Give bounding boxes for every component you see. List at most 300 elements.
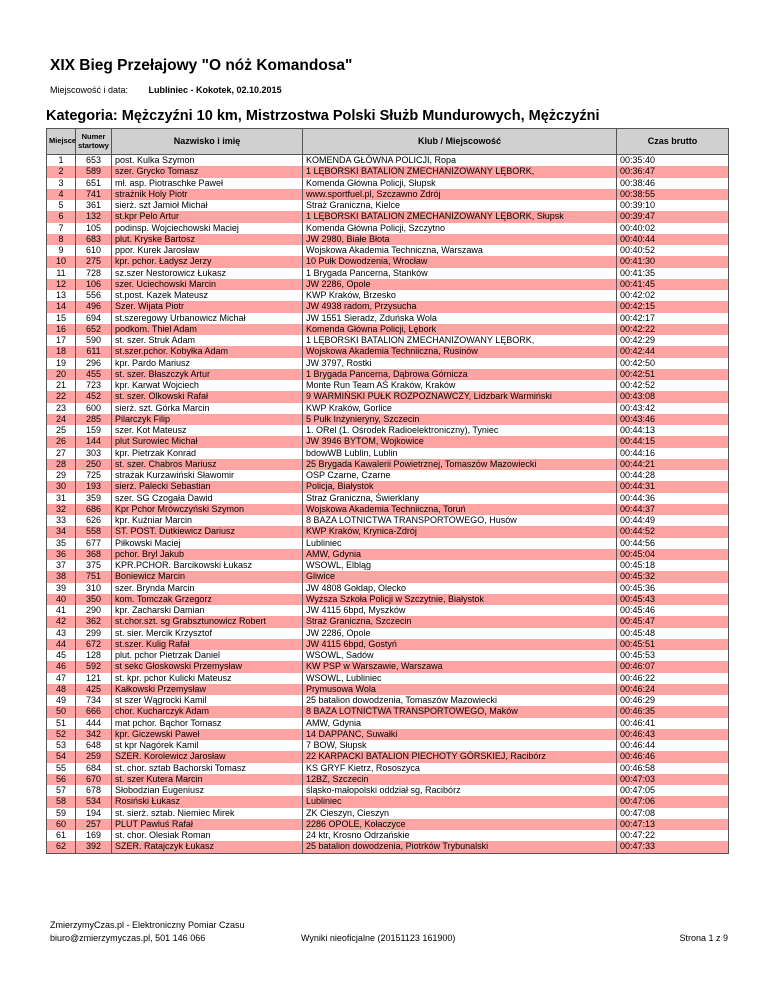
cell-club: bdowWB Lublin, Lublin xyxy=(303,448,617,459)
cell-time: 00:35:40 xyxy=(617,155,729,167)
cell-place: 47 xyxy=(47,673,76,684)
cell-place: 21 xyxy=(47,380,76,391)
cell-time: 00:46:29 xyxy=(617,695,729,706)
cell-place: 29 xyxy=(47,470,76,481)
cell-name: kpr. pchor. Ładysz Jerzy xyxy=(112,256,303,267)
cell-name: Kpr Pchor Mrówczyński Szymon xyxy=(112,504,303,515)
cell-name: Pilarczyk Filip xyxy=(112,414,303,425)
cell-place: 7 xyxy=(47,223,76,234)
cell-place: 17 xyxy=(47,335,76,346)
cell-time: 00:42:52 xyxy=(617,380,729,391)
cell-club: Straż Graniczna, Szczecin xyxy=(303,616,617,627)
cell-time: 00:45:53 xyxy=(617,650,729,661)
cell-number: 359 xyxy=(76,493,112,504)
table-row xyxy=(47,459,729,470)
footer-contact: biuro@zmierzymyczas.pl, 501 146 066 xyxy=(50,933,206,943)
cell-club: 5 Pułk Inżynieryny, Szczecin xyxy=(303,414,617,425)
results-header-row xyxy=(47,129,729,155)
cell-time: 00:47:06 xyxy=(617,796,729,807)
cell-club: Wojskowa Akademia Techniiczna, Toruń xyxy=(303,504,617,515)
cell-time: 00:46:35 xyxy=(617,706,729,717)
cell-number: 683 xyxy=(76,234,112,245)
cell-number: 611 xyxy=(76,346,112,357)
cell-time: 00:46:43 xyxy=(617,729,729,740)
cell-place: 32 xyxy=(47,504,76,515)
table-row xyxy=(47,594,729,605)
cell-place: 13 xyxy=(47,290,76,301)
cell-name: st szer Wągrocki Kamil xyxy=(112,695,303,706)
cell-time: 00:47:22 xyxy=(617,830,729,841)
cell-time: 00:44:28 xyxy=(617,470,729,481)
cell-club: Policja, Białystok xyxy=(303,481,617,492)
table-row xyxy=(47,211,729,222)
cell-time: 00:44:21 xyxy=(617,459,729,470)
cell-time: 00:40:02 xyxy=(617,223,729,234)
cell-club: Komenda Główna Policji, Szczytno xyxy=(303,223,617,234)
cell-time: 00:36:47 xyxy=(617,166,729,177)
cell-place: 33 xyxy=(47,515,76,526)
cell-name: Kałkowski Przemysław xyxy=(112,684,303,695)
cell-club: JW 4808 Gołdap, Olecko xyxy=(303,583,617,594)
cell-place: 54 xyxy=(47,751,76,762)
cell-number: 653 xyxy=(76,155,112,167)
cell-time: 00:38:55 xyxy=(617,189,729,200)
table-row xyxy=(47,808,729,819)
cell-club: JW 2286, Opole xyxy=(303,628,617,639)
cell-name: mł. asp. Piotraschke Paweł xyxy=(112,178,303,189)
cell-place: 37 xyxy=(47,560,76,571)
results-table xyxy=(46,128,729,854)
cell-name: st.szer. Kulig Rafał xyxy=(112,639,303,650)
cell-number: 144 xyxy=(76,436,112,447)
cell-name: kom. Tomczak Grzegorz xyxy=(112,594,303,605)
cell-place: 59 xyxy=(47,808,76,819)
cell-place: 58 xyxy=(47,796,76,807)
table-row xyxy=(47,571,729,582)
table-row xyxy=(47,481,729,492)
cell-time: 00:43:46 xyxy=(617,414,729,425)
cell-name: st.post. Kazek Mateusz xyxy=(112,290,303,301)
cell-club: 7 BOW, Słupsk xyxy=(303,740,617,751)
cell-name: strażnik Holy Piotr xyxy=(112,189,303,200)
table-row xyxy=(47,358,729,369)
cell-name: ST. POST. Dutkiewicz Dariusz xyxy=(112,526,303,537)
cell-number: 556 xyxy=(76,290,112,301)
cell-place: 46 xyxy=(47,661,76,672)
cell-club: 1 LĘBORSKI BATALION ZMECHANIZOWANY LĘBORK, xyxy=(303,335,617,346)
table-row xyxy=(47,549,729,560)
cell-time: 00:47:08 xyxy=(617,808,729,819)
cell-club: KWP Kraków, Brzesko xyxy=(303,290,617,301)
cell-number: 105 xyxy=(76,223,112,234)
table-row xyxy=(47,740,729,751)
cell-number: 444 xyxy=(76,718,112,729)
cell-club: 9 WARMIŃSKI PUŁK ROZPOZNAWCZY, Lidzbark Warmiński xyxy=(303,391,617,402)
cell-club: Gliwice xyxy=(303,571,617,582)
cell-number: 296 xyxy=(76,358,112,369)
cell-club: 1 Brygada Pancerna, Dąbrowa Górnicza xyxy=(303,369,617,380)
cell-place: 15 xyxy=(47,313,76,324)
cell-name: sierż. Palecki Sebastian xyxy=(112,481,303,492)
cell-club: WSOWL, Elbląg xyxy=(303,560,617,571)
cell-number: 600 xyxy=(76,403,112,414)
cell-number: 455 xyxy=(76,369,112,380)
cell-place: 6 xyxy=(47,211,76,222)
cell-place: 9 xyxy=(47,245,76,256)
header-club: Klub / Miejscowość xyxy=(303,129,617,155)
cell-time: 00:45:47 xyxy=(617,616,729,627)
cell-club: 22 KARPACKI BATALION PIECHOTY GÓRSKIEJ, Racibórz xyxy=(303,751,617,762)
cell-time: 00:45:51 xyxy=(617,639,729,650)
table-row xyxy=(47,200,729,211)
cell-club: KOMENDA GŁÓWNA POLICJI, Ropa xyxy=(303,155,617,167)
cell-club: 1 Brygada Pancerna, Stanków xyxy=(303,268,617,279)
cell-time: 00:39:10 xyxy=(617,200,729,211)
footer-status: Wyniki nieoficjalne (20151123 161900) xyxy=(301,933,456,943)
table-row xyxy=(47,538,729,549)
cell-place: 26 xyxy=(47,436,76,447)
table-row xyxy=(47,504,729,515)
cell-time: 00:42:44 xyxy=(617,346,729,357)
cell-number: 648 xyxy=(76,740,112,751)
table-row xyxy=(47,470,729,481)
cell-number: 751 xyxy=(76,571,112,582)
cell-name: KPR.PCHOR. Barcikowski Łukasz xyxy=(112,560,303,571)
cell-time: 00:46:58 xyxy=(617,763,729,774)
cell-club: 14 DAPPANC, Suwałki xyxy=(303,729,617,740)
cell-place: 22 xyxy=(47,391,76,402)
cell-club: JW 2286, Opole xyxy=(303,279,617,290)
cell-number: 275 xyxy=(76,256,112,267)
cell-number: 361 xyxy=(76,200,112,211)
cell-name: st. chor. sztab Bachorski Tomasz xyxy=(112,763,303,774)
cell-place: 35 xyxy=(47,538,76,549)
cell-place: 11 xyxy=(47,268,76,279)
cell-name: Szer. Wijata Piotr xyxy=(112,301,303,312)
cell-place: 50 xyxy=(47,706,76,717)
cell-time: 00:47:03 xyxy=(617,774,729,785)
cell-club: KS GRYF Kietrz, Rososzyca xyxy=(303,763,617,774)
cell-number: 677 xyxy=(76,538,112,549)
cell-club: 24 ktr, Krosno Odrzańskie xyxy=(303,830,617,841)
cell-time: 00:46:22 xyxy=(617,673,729,684)
cell-club: 12BZ, Szczecin xyxy=(303,774,617,785)
cell-number: 610 xyxy=(76,245,112,256)
cell-time: 00:42:17 xyxy=(617,313,729,324)
cell-time: 00:45:48 xyxy=(617,628,729,639)
table-row xyxy=(47,391,729,402)
cell-number: 723 xyxy=(76,380,112,391)
event-meta xyxy=(50,85,282,95)
cell-club: 25 batalion dowodzenia, Tomaszów Mazowiecki xyxy=(303,695,617,706)
cell-name: st kpr Nagórek Kamil xyxy=(112,740,303,751)
table-row xyxy=(47,425,729,436)
cell-name: st.chor.szt. sg Grabsztunowicz Robert xyxy=(112,616,303,627)
table-row xyxy=(47,718,729,729)
cell-number: 452 xyxy=(76,391,112,402)
cell-number: 303 xyxy=(76,448,112,459)
cell-club: Straż Graniczna, Kielce xyxy=(303,200,617,211)
cell-number: 250 xyxy=(76,459,112,470)
cell-time: 00:47:05 xyxy=(617,785,729,796)
cell-club: Lubliniec xyxy=(303,538,617,549)
cell-number: 670 xyxy=(76,774,112,785)
cell-name: mat pchor. Bąchor Tomasz xyxy=(112,718,303,729)
cell-name: Rosiński Łukasz xyxy=(112,796,303,807)
cell-club: 1 LĘBORSKI BATALION ZMECHANIZOWANY LĘBORK, xyxy=(303,166,617,177)
cell-club: 8 BAZA LOTNICTWA TRANSPORTOWEGO, Husów xyxy=(303,515,617,526)
cell-place: 4 xyxy=(47,189,76,200)
header-name: Nazwisko i imię xyxy=(112,129,303,155)
cell-place: 31 xyxy=(47,493,76,504)
cell-club: Straż Graniczna, Świerklany xyxy=(303,493,617,504)
table-row xyxy=(47,324,729,335)
header-number: Numer startowy xyxy=(76,129,112,155)
footer-company: ZmierzymyCzas.pl - Elektroniczny Pomiar Czasu xyxy=(50,920,245,930)
cell-place: 34 xyxy=(47,526,76,537)
cell-club: AMW, Gdynia xyxy=(303,549,617,560)
cell-name: st.szer.pchor. Kobyłka Adam xyxy=(112,346,303,357)
cell-time: 00:46:07 xyxy=(617,661,729,672)
cell-name: SZER. Korolewicz Jarosław xyxy=(112,751,303,762)
cell-time: 00:42:29 xyxy=(617,335,729,346)
cell-club: ZK Cieszyn, Cieszyn xyxy=(303,808,617,819)
cell-place: 57 xyxy=(47,785,76,796)
cell-place: 40 xyxy=(47,594,76,605)
table-row xyxy=(47,256,729,267)
cell-number: 534 xyxy=(76,796,112,807)
cell-name: post. Kulka Szymon xyxy=(112,155,303,167)
results-body xyxy=(47,155,729,854)
cell-time: 00:44:15 xyxy=(617,436,729,447)
cell-name: kpr. Karwat Wojciech xyxy=(112,380,303,391)
cell-time: 00:41:35 xyxy=(617,268,729,279)
cell-number: 626 xyxy=(76,515,112,526)
cell-place: 25 xyxy=(47,425,76,436)
cell-place: 10 xyxy=(47,256,76,267)
cell-name: sierż. szt Jamioł Michał xyxy=(112,200,303,211)
table-row xyxy=(47,729,729,740)
cell-name: st.kpr Pelo Artur xyxy=(112,211,303,222)
table-row xyxy=(47,763,729,774)
cell-name: Boniewicz Marcin xyxy=(112,571,303,582)
cell-place: 16 xyxy=(47,324,76,335)
table-row xyxy=(47,448,729,459)
table-row xyxy=(47,178,729,189)
table-row xyxy=(47,650,729,661)
cell-number: 686 xyxy=(76,504,112,515)
cell-name: st. szer. Błaszczyk Artur xyxy=(112,369,303,380)
cell-place: 14 xyxy=(47,301,76,312)
cell-place: 24 xyxy=(47,414,76,425)
cell-name: kpr. Pietrzak Konrad xyxy=(112,448,303,459)
cell-name: st. chor. Olesiak Roman xyxy=(112,830,303,841)
cell-time: 00:45:04 xyxy=(617,549,729,560)
table-row xyxy=(47,639,729,650)
cell-club: KWP Kraków, Krynica-Zdrój xyxy=(303,526,617,537)
cell-name: szer. SG Czogała Dawid xyxy=(112,493,303,504)
cell-place: 49 xyxy=(47,695,76,706)
cell-club: WSOWL, Sadów xyxy=(303,650,617,661)
cell-name: kpr. Giczewski Paweł xyxy=(112,729,303,740)
cell-number: 257 xyxy=(76,819,112,830)
table-row xyxy=(47,369,729,380)
cell-club: JW 4938 radom, Przysucha xyxy=(303,301,617,312)
table-row xyxy=(47,661,729,672)
cell-name: ppor. Kurek Jarosław xyxy=(112,245,303,256)
cell-name: st. kpr. pchor Kulicki Mateusz xyxy=(112,673,303,684)
cell-time: 00:44:36 xyxy=(617,493,729,504)
cell-name: st. sierż. sztab. Niemiec Mirek xyxy=(112,808,303,819)
cell-place: 12 xyxy=(47,279,76,290)
cell-club: JW 4115 6bpd, Myszków xyxy=(303,605,617,616)
cell-club: 8 BAZA LOTNICTWA TRANSPORTOWEGO, Maków xyxy=(303,706,617,717)
table-row xyxy=(47,628,729,639)
cell-club: JW 3946 BYTOM, Wojkowice xyxy=(303,436,617,447)
cell-time: 00:46:46 xyxy=(617,751,729,762)
cell-club: WSOWL, Lubliniec xyxy=(303,673,617,684)
cell-club: KW PSP w Warszawie, Warszawa xyxy=(303,661,617,672)
table-row xyxy=(47,290,729,301)
cell-place: 20 xyxy=(47,369,76,380)
cell-time: 00:38:46 xyxy=(617,178,729,189)
cell-club: KWP Kraków, Gorlice xyxy=(303,403,617,414)
cell-name: podkom. Thiel Adam xyxy=(112,324,303,335)
cell-time: 00:42:50 xyxy=(617,358,729,369)
page-title: XIX Bieg Przełajowy "O nóż Komandosa" xyxy=(50,57,353,74)
cell-club: JW 1551 Sieradz, Zduńska Wola xyxy=(303,313,617,324)
cell-club: Komenda Główna Policji, Lębork xyxy=(303,324,617,335)
table-row xyxy=(47,493,729,504)
cell-number: 672 xyxy=(76,639,112,650)
cell-place: 19 xyxy=(47,358,76,369)
cell-number: 589 xyxy=(76,166,112,177)
cell-time: 00:42:15 xyxy=(617,301,729,312)
cell-club: Prymusowa Wola xyxy=(303,684,617,695)
cell-club: Wojskowa Akademia Techniiczna, Rusinów xyxy=(303,346,617,357)
cell-time: 00:44:52 xyxy=(617,526,729,537)
cell-name: szer. Grycko Tomasz xyxy=(112,166,303,177)
cell-name: plut. pchor Pietrzak Daniel xyxy=(112,650,303,661)
cell-time: 00:42:22 xyxy=(617,324,729,335)
cell-name: st. sier. Mercik Krzysztof xyxy=(112,628,303,639)
table-row xyxy=(47,526,729,537)
cell-number: 741 xyxy=(76,189,112,200)
cell-number: 592 xyxy=(76,661,112,672)
table-row xyxy=(47,245,729,256)
cell-number: 132 xyxy=(76,211,112,222)
cell-place: 1 xyxy=(47,155,76,167)
cell-club: OSP Czarne, Czarne xyxy=(303,470,617,481)
cell-place: 27 xyxy=(47,448,76,459)
table-row xyxy=(47,436,729,447)
cell-place: 41 xyxy=(47,605,76,616)
cell-number: 694 xyxy=(76,313,112,324)
cell-place: 8 xyxy=(47,234,76,245)
table-row xyxy=(47,819,729,830)
cell-number: 259 xyxy=(76,751,112,762)
table-row xyxy=(47,830,729,841)
table-row xyxy=(47,583,729,594)
table-row xyxy=(47,223,729,234)
table-row xyxy=(47,785,729,796)
cell-number: 734 xyxy=(76,695,112,706)
table-row xyxy=(47,515,729,526)
cell-number: 558 xyxy=(76,526,112,537)
table-row xyxy=(47,774,729,785)
cell-number: 342 xyxy=(76,729,112,740)
cell-time: 00:43:08 xyxy=(617,391,729,402)
cell-club: 10 Pułk Dowodzenia, Wrocław xyxy=(303,256,617,267)
cell-place: 42 xyxy=(47,616,76,627)
cell-place: 48 xyxy=(47,684,76,695)
cell-time: 00:44:37 xyxy=(617,504,729,515)
cell-name: st. szer. Chabros Mariusz xyxy=(112,459,303,470)
cell-time: 00:40:44 xyxy=(617,234,729,245)
cell-place: 60 xyxy=(47,819,76,830)
cell-number: 496 xyxy=(76,301,112,312)
cell-club: Monte Run Team AŚ Kraków, Kraków xyxy=(303,380,617,391)
cell-club: 1. ORel (1. Ośrodek Radioelektroniczny), Tyniec xyxy=(303,425,617,436)
cell-place: 23 xyxy=(47,403,76,414)
cell-place: 51 xyxy=(47,718,76,729)
cell-place: 62 xyxy=(47,841,76,853)
cell-time: 00:45:18 xyxy=(617,560,729,571)
cell-club: JW 4115 6bpd, Gostyń xyxy=(303,639,617,650)
cell-place: 36 xyxy=(47,549,76,560)
cell-number: 666 xyxy=(76,706,112,717)
cell-number: 193 xyxy=(76,481,112,492)
cell-time: 00:44:56 xyxy=(617,538,729,549)
cell-place: 52 xyxy=(47,729,76,740)
table-row xyxy=(47,560,729,571)
cell-club: 25 batalion dowodzenia, Piotrków Trybunalski xyxy=(303,841,617,853)
cell-number: 350 xyxy=(76,594,112,605)
cell-number: 194 xyxy=(76,808,112,819)
cell-club: Komenda Główna Policji, Słupsk xyxy=(303,178,617,189)
header-place: Miejsce xyxy=(47,129,76,155)
location-value: Lubliniec - Kokotek, 02.10.2015 xyxy=(148,85,282,95)
cell-name: kpr. Pardo Mariusz xyxy=(112,358,303,369)
cell-name: st. szer Kutera Marcin xyxy=(112,774,303,785)
cell-name: plut Surowiec Michał xyxy=(112,436,303,447)
cell-name: szer. Kot Mateusz xyxy=(112,425,303,436)
cell-number: 368 xyxy=(76,549,112,560)
cell-name: PLUT Pawluś Rafał xyxy=(112,819,303,830)
cell-name: szer. Brynda Marcin xyxy=(112,583,303,594)
table-row xyxy=(47,313,729,324)
cell-time: 00:46:44 xyxy=(617,740,729,751)
cell-name: kpr. Zacharski Damian xyxy=(112,605,303,616)
cell-number: 651 xyxy=(76,178,112,189)
cell-club: 1 LĘBORSKI BATALION ZMECHANIZOWANY LĘBORK, Słupsk xyxy=(303,211,617,222)
cell-place: 3 xyxy=(47,178,76,189)
cell-number: 652 xyxy=(76,324,112,335)
cell-time: 00:47:33 xyxy=(617,841,729,853)
table-row xyxy=(47,155,729,167)
cell-time: 00:45:32 xyxy=(617,571,729,582)
cell-number: 425 xyxy=(76,684,112,695)
table-row xyxy=(47,605,729,616)
cell-place: 38 xyxy=(47,571,76,582)
cell-time: 00:44:13 xyxy=(617,425,729,436)
cell-club: JW 2980, Białe Błota xyxy=(303,234,617,245)
cell-name: strażak Kurzawiński Sławomir xyxy=(112,470,303,481)
cell-time: 00:45:36 xyxy=(617,583,729,594)
table-row xyxy=(47,751,729,762)
cell-place: 56 xyxy=(47,774,76,785)
table-row xyxy=(47,403,729,414)
